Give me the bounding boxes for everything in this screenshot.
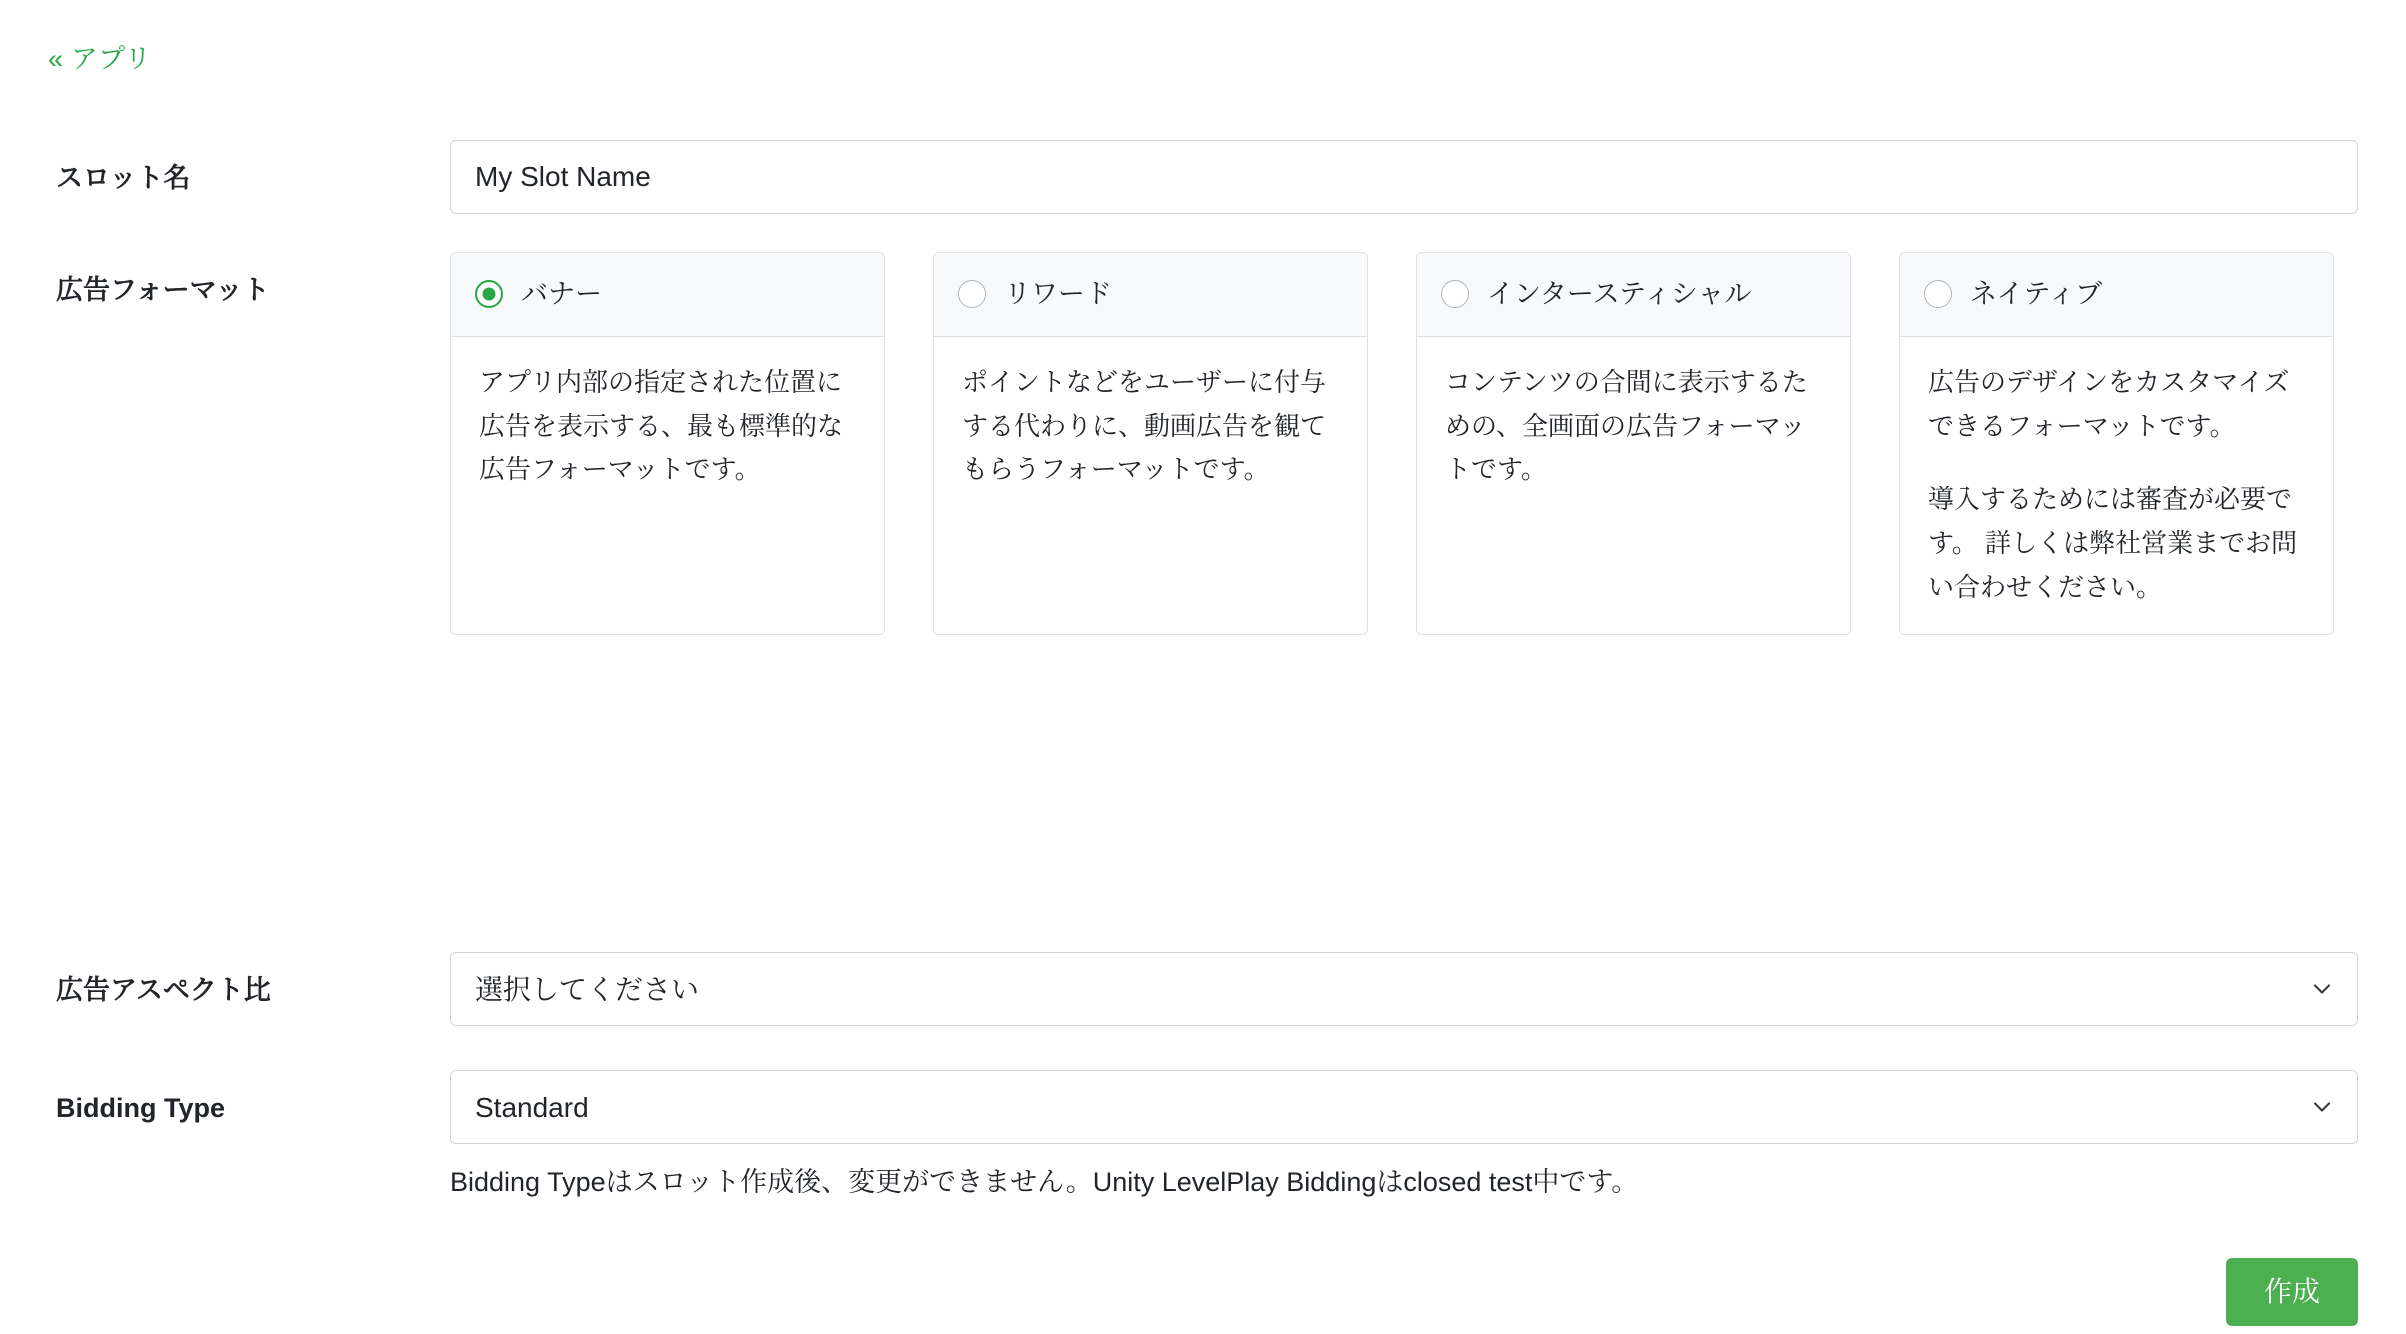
- spacer: [0, 912, 2406, 952]
- create-button[interactable]: 作成: [2226, 1258, 2358, 1326]
- slot-name-label: スロット名: [56, 163, 191, 193]
- slot-create-form: [0, 140, 2406, 1326]
- aspect-ratio-label: 広告アスペクト比: [56, 975, 271, 1005]
- ad-format-title: インタースティシャル: [1487, 279, 1752, 309]
- slot-name-input[interactable]: [450, 140, 2358, 214]
- ad-format-card-banner[interactable]: [450, 252, 885, 635]
- bidding-type-label: Bidding Type: [56, 1093, 225, 1123]
- ad-format-description-paragraph: コンテンツの合間に表示するための、全画面の広告フォーマットです。: [1445, 367, 1808, 485]
- ad-format-description-paragraph: 導入するためには審査が必要です。 詳しくは弊社営業までお問い合わせください。: [1928, 484, 2298, 602]
- bidding-type-help-text: Bidding Typeはスロット作成後、変更ができません。Unity LevelPlay Biddingはclosed test中です。: [450, 1167, 1639, 1197]
- form-actions: [0, 1258, 2406, 1326]
- radio-banner-icon[interactable]: [475, 280, 503, 308]
- field-row-aspect-ratio: [0, 952, 2406, 1026]
- ad-format-card-header[interactable]: [1900, 253, 2333, 337]
- ad-format-card-native[interactable]: [1899, 252, 2334, 635]
- ad-format-description: [1900, 337, 2333, 633]
- ad-format-description: [451, 337, 884, 633]
- spacer: [0, 1026, 2406, 1070]
- aspect-ratio-select[interactable]: [450, 952, 2358, 1026]
- ad-format-label: 広告フォーマット: [56, 275, 270, 305]
- ad-format-card-header[interactable]: [451, 253, 884, 337]
- ad-format-card-interstitial[interactable]: [1416, 252, 1851, 635]
- field-row-slot-name: [0, 140, 2406, 214]
- ad-format-description: [1417, 337, 1850, 633]
- field-row-ad-format: [0, 252, 2406, 912]
- bidding-type-select[interactable]: [450, 1070, 2358, 1144]
- ad-format-title: バナー: [521, 279, 602, 309]
- radio-rewarded-icon[interactable]: [958, 280, 986, 308]
- ad-format-title: ネイティブ: [1970, 279, 2103, 309]
- radio-interstitial-icon[interactable]: [1441, 280, 1469, 308]
- ad-format-card-rewarded[interactable]: [933, 252, 1368, 635]
- ad-format-description: [934, 337, 1367, 633]
- ad-format-description-paragraph: 広告のデザインをカスタマイズできるフォーマットです。: [1928, 367, 2290, 441]
- ad-format-card-header[interactable]: [934, 253, 1367, 337]
- ad-format-card-header[interactable]: [1417, 253, 1850, 337]
- radio-native-icon[interactable]: [1924, 280, 1952, 308]
- back-to-apps-link[interactable]: « アプリ: [48, 44, 152, 74]
- field-row-bidding-type: [0, 1070, 2406, 1202]
- ad-format-description-paragraph: アプリ内部の指定された位置に広告を表示する、最も標準的な広告フォーマットです。: [479, 367, 844, 485]
- ad-format-title: リワード: [1004, 279, 1112, 309]
- spacer: [0, 214, 2406, 252]
- ad-format-options: [450, 252, 2358, 635]
- ad-format-description-paragraph: ポイントなどをユーザーに付与する代わりに、動画広告を観てもらうフォーマットです。: [962, 367, 1327, 485]
